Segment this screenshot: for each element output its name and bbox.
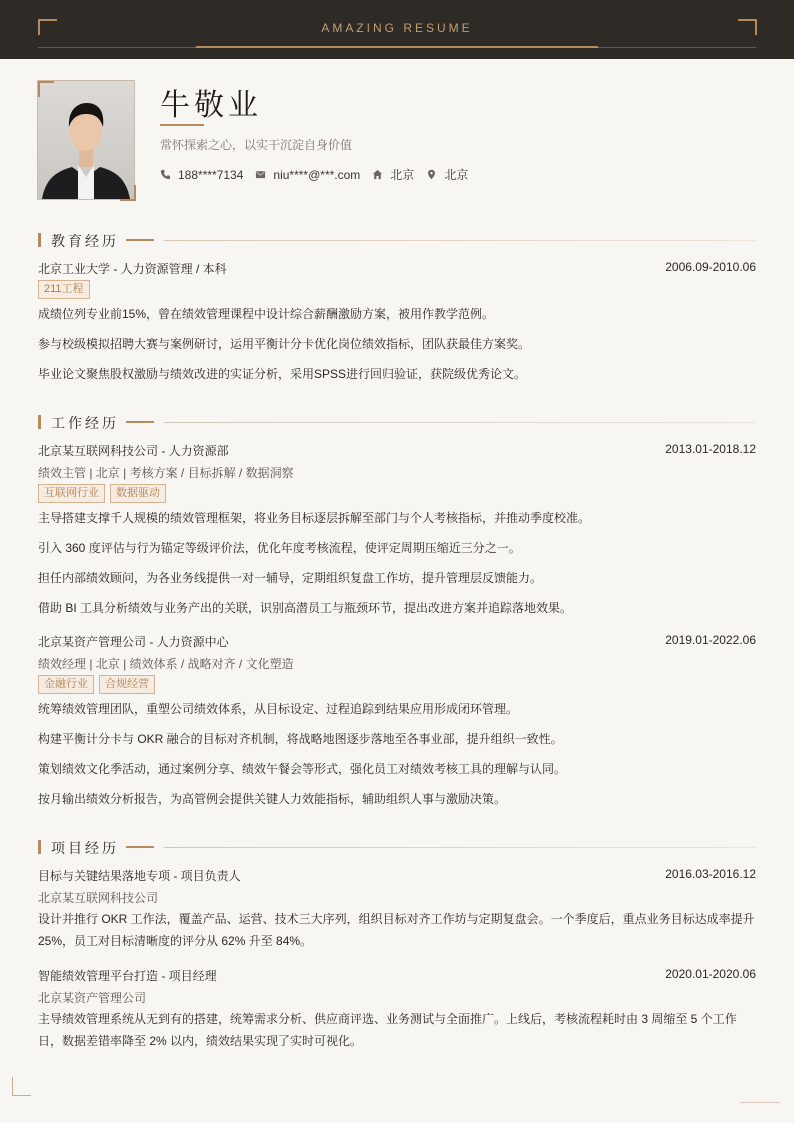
education-date: 2006.09-2010.06 — [665, 260, 756, 274]
contact-home — [372, 166, 414, 183]
project-description-line: 主导绩效管理系统从无到有的搭建，统筹需求分析、供应商评选、业务测试与全面推广。上线后，考核流程耗时由 3 周缩至 5 个工作 — [38, 1012, 737, 1026]
tag-badge: 合规经营 — [99, 675, 155, 694]
education-school: 北京工业大学 - 人力资源管理 / 本科 — [38, 262, 227, 276]
job-point: 构建平衡计分卡与 OKR 融合的目标对齐机制，将战略地图逐步落地至各事业部，提升组织一致性。 — [38, 732, 563, 746]
candidate-name: 牛敬业 — [160, 88, 262, 123]
project-name: 目标与关键结果落地专项 - 项目负责人 — [38, 869, 241, 883]
corner-ornament-top-left — [38, 19, 57, 35]
contact-email — [255, 166, 360, 183]
project-description-line: 25%，员工对目标清晰度的评分从 62% 升至 84%。 — [38, 934, 313, 948]
tag-badge: 数据驱动 — [110, 484, 166, 503]
corner-ornament-bottom-right — [740, 1102, 780, 1103]
education-tags — [38, 280, 90, 299]
contact-location — [426, 166, 468, 183]
section-title: 项目经历 — [51, 840, 119, 856]
section-header-projects — [38, 838, 756, 856]
project-entry — [38, 867, 756, 884]
section-title: 教育经历 — [51, 233, 119, 249]
contact-list — [160, 166, 468, 183]
contact-phone — [160, 166, 243, 183]
email-address: niu****@***.com — [273, 167, 361, 182]
header-band — [0, 0, 794, 59]
job-role-line: 绩效经理 | 北京 | 绩效体系 / 战略对齐 / 文化塑造 — [38, 657, 294, 671]
candidate-tagline: 常怀探索之心，以实干沉淀自身价值 — [160, 138, 353, 152]
photo-frame-accent — [120, 185, 136, 201]
education-entry — [38, 260, 756, 277]
section-header-education — [38, 231, 756, 249]
job-entry — [38, 633, 756, 650]
job-point: 主导搭建支撑千人规模的绩效管理框架，将业务目标逐层拆解至部门与个人考核指标，并推动季度校准。 — [38, 511, 591, 525]
section-accent-rule — [126, 846, 154, 848]
section-rule — [164, 240, 756, 241]
job-company: 北京某互联网科技公司 - 人力资源部 — [38, 444, 229, 458]
education-point: 成绩位列专业前15%，曾在绩效管理课程中设计综合薪酬激励方案，被用作教学范例。 — [38, 307, 495, 321]
project-date: 2020.01-2020.06 — [665, 967, 756, 981]
project-description-line: 日，数据差错率降至 2% 以内，绩效结果实现了实时可视化。 — [38, 1034, 363, 1048]
location-city: 北京 — [444, 168, 469, 182]
photo-frame-accent — [38, 81, 54, 97]
job-point: 借助 BI 工具分析绩效与业务产出的关联，识别高潜员工与瓶颈环节，提出改进方案并追踪落地效果。 — [38, 601, 573, 615]
section-header-work — [38, 413, 756, 431]
section-rule — [164, 847, 756, 848]
education-point: 毕业论文聚焦股权激励与绩效改进的实证分析，采用SPSS进行回归验证，获院级优秀论文。 — [38, 367, 527, 381]
project-entry — [38, 967, 756, 984]
job-point: 按月输出绩效分析报告，为高管例会提供关键人力效能指标，辅助组织人事与激励决策。 — [38, 792, 507, 806]
corner-ornament-bottom-left — [12, 1077, 31, 1096]
education-point: 参与校级模拟招聘大赛与案例研讨，运用平衡计分卡优化岗位绩效指标，团队获最佳方案奖。 — [38, 337, 531, 351]
tag-badge: 金融行业 — [38, 675, 94, 694]
section-accent-rule — [126, 239, 154, 241]
banner-title: AMAZING RESUME — [321, 21, 473, 35]
profile-photo — [38, 81, 134, 199]
job-point: 引入 360 度评估与行为锚定等级评价法，优化年度考核流程，使评定周期压缩近三分之一。 — [38, 541, 521, 555]
banner-rule-accent — [196, 46, 598, 48]
corner-ornament-top-right — [738, 19, 757, 35]
tag-badge: 互联网行业 — [38, 484, 105, 503]
section-marker — [38, 415, 41, 429]
home-icon — [372, 169, 383, 180]
job-company: 北京某资产管理公司 - 人力资源中心 — [38, 635, 229, 649]
name-underline — [160, 124, 204, 126]
job-entry — [38, 442, 756, 459]
job-date: 2019.01-2022.06 — [665, 633, 756, 647]
project-org: 北京某资产管理公司 — [38, 991, 147, 1005]
home-city: 北京 — [390, 168, 415, 182]
project-name: 智能绩效管理平台打造 - 项目经理 — [38, 969, 217, 983]
project-date: 2016.03-2016.12 — [665, 867, 756, 881]
location-pin-icon — [426, 169, 437, 180]
job-point: 统筹绩效管理团队，重塑公司绩效体系，从目标设定、过程追踪到结果应用形成闭环管理。 — [38, 702, 519, 716]
job-tags — [38, 675, 155, 694]
phone-icon — [160, 169, 171, 180]
section-marker — [38, 840, 41, 854]
job-role-line: 绩效主管 | 北京 | 考核方案 / 目标拆解 / 数据洞察 — [38, 466, 294, 480]
project-org: 北京某互联网科技公司 — [38, 891, 159, 905]
section-accent-rule — [126, 421, 154, 423]
project-description-line: 设计并推行 OKR 工作法，覆盖产品、运营、技术三大序列，组织目标对齐工作坊与定期复盘会。一个季度后，重点业务目标达成率提升 — [38, 912, 755, 926]
tag-badge: 211工程 — [38, 280, 90, 299]
job-date: 2013.01-2018.12 — [665, 442, 756, 456]
phone-number: 188****7134 — [178, 167, 244, 182]
job-point: 担任内部绩效顾问，为各业务线提供一对一辅导，定期组织复盘工作坊，提升管理层反馈能力。 — [38, 571, 543, 585]
person-portrait-icon — [38, 81, 134, 199]
mail-icon — [255, 169, 266, 180]
section-title: 工作经历 — [51, 415, 119, 431]
section-rule — [164, 422, 756, 423]
job-tags — [38, 484, 166, 503]
job-point: 策划绩效文化季活动，通过案例分享、绩效午餐会等形式，强化员工对绩效考核工具的理解与认同。 — [38, 762, 567, 776]
section-marker — [38, 233, 41, 247]
